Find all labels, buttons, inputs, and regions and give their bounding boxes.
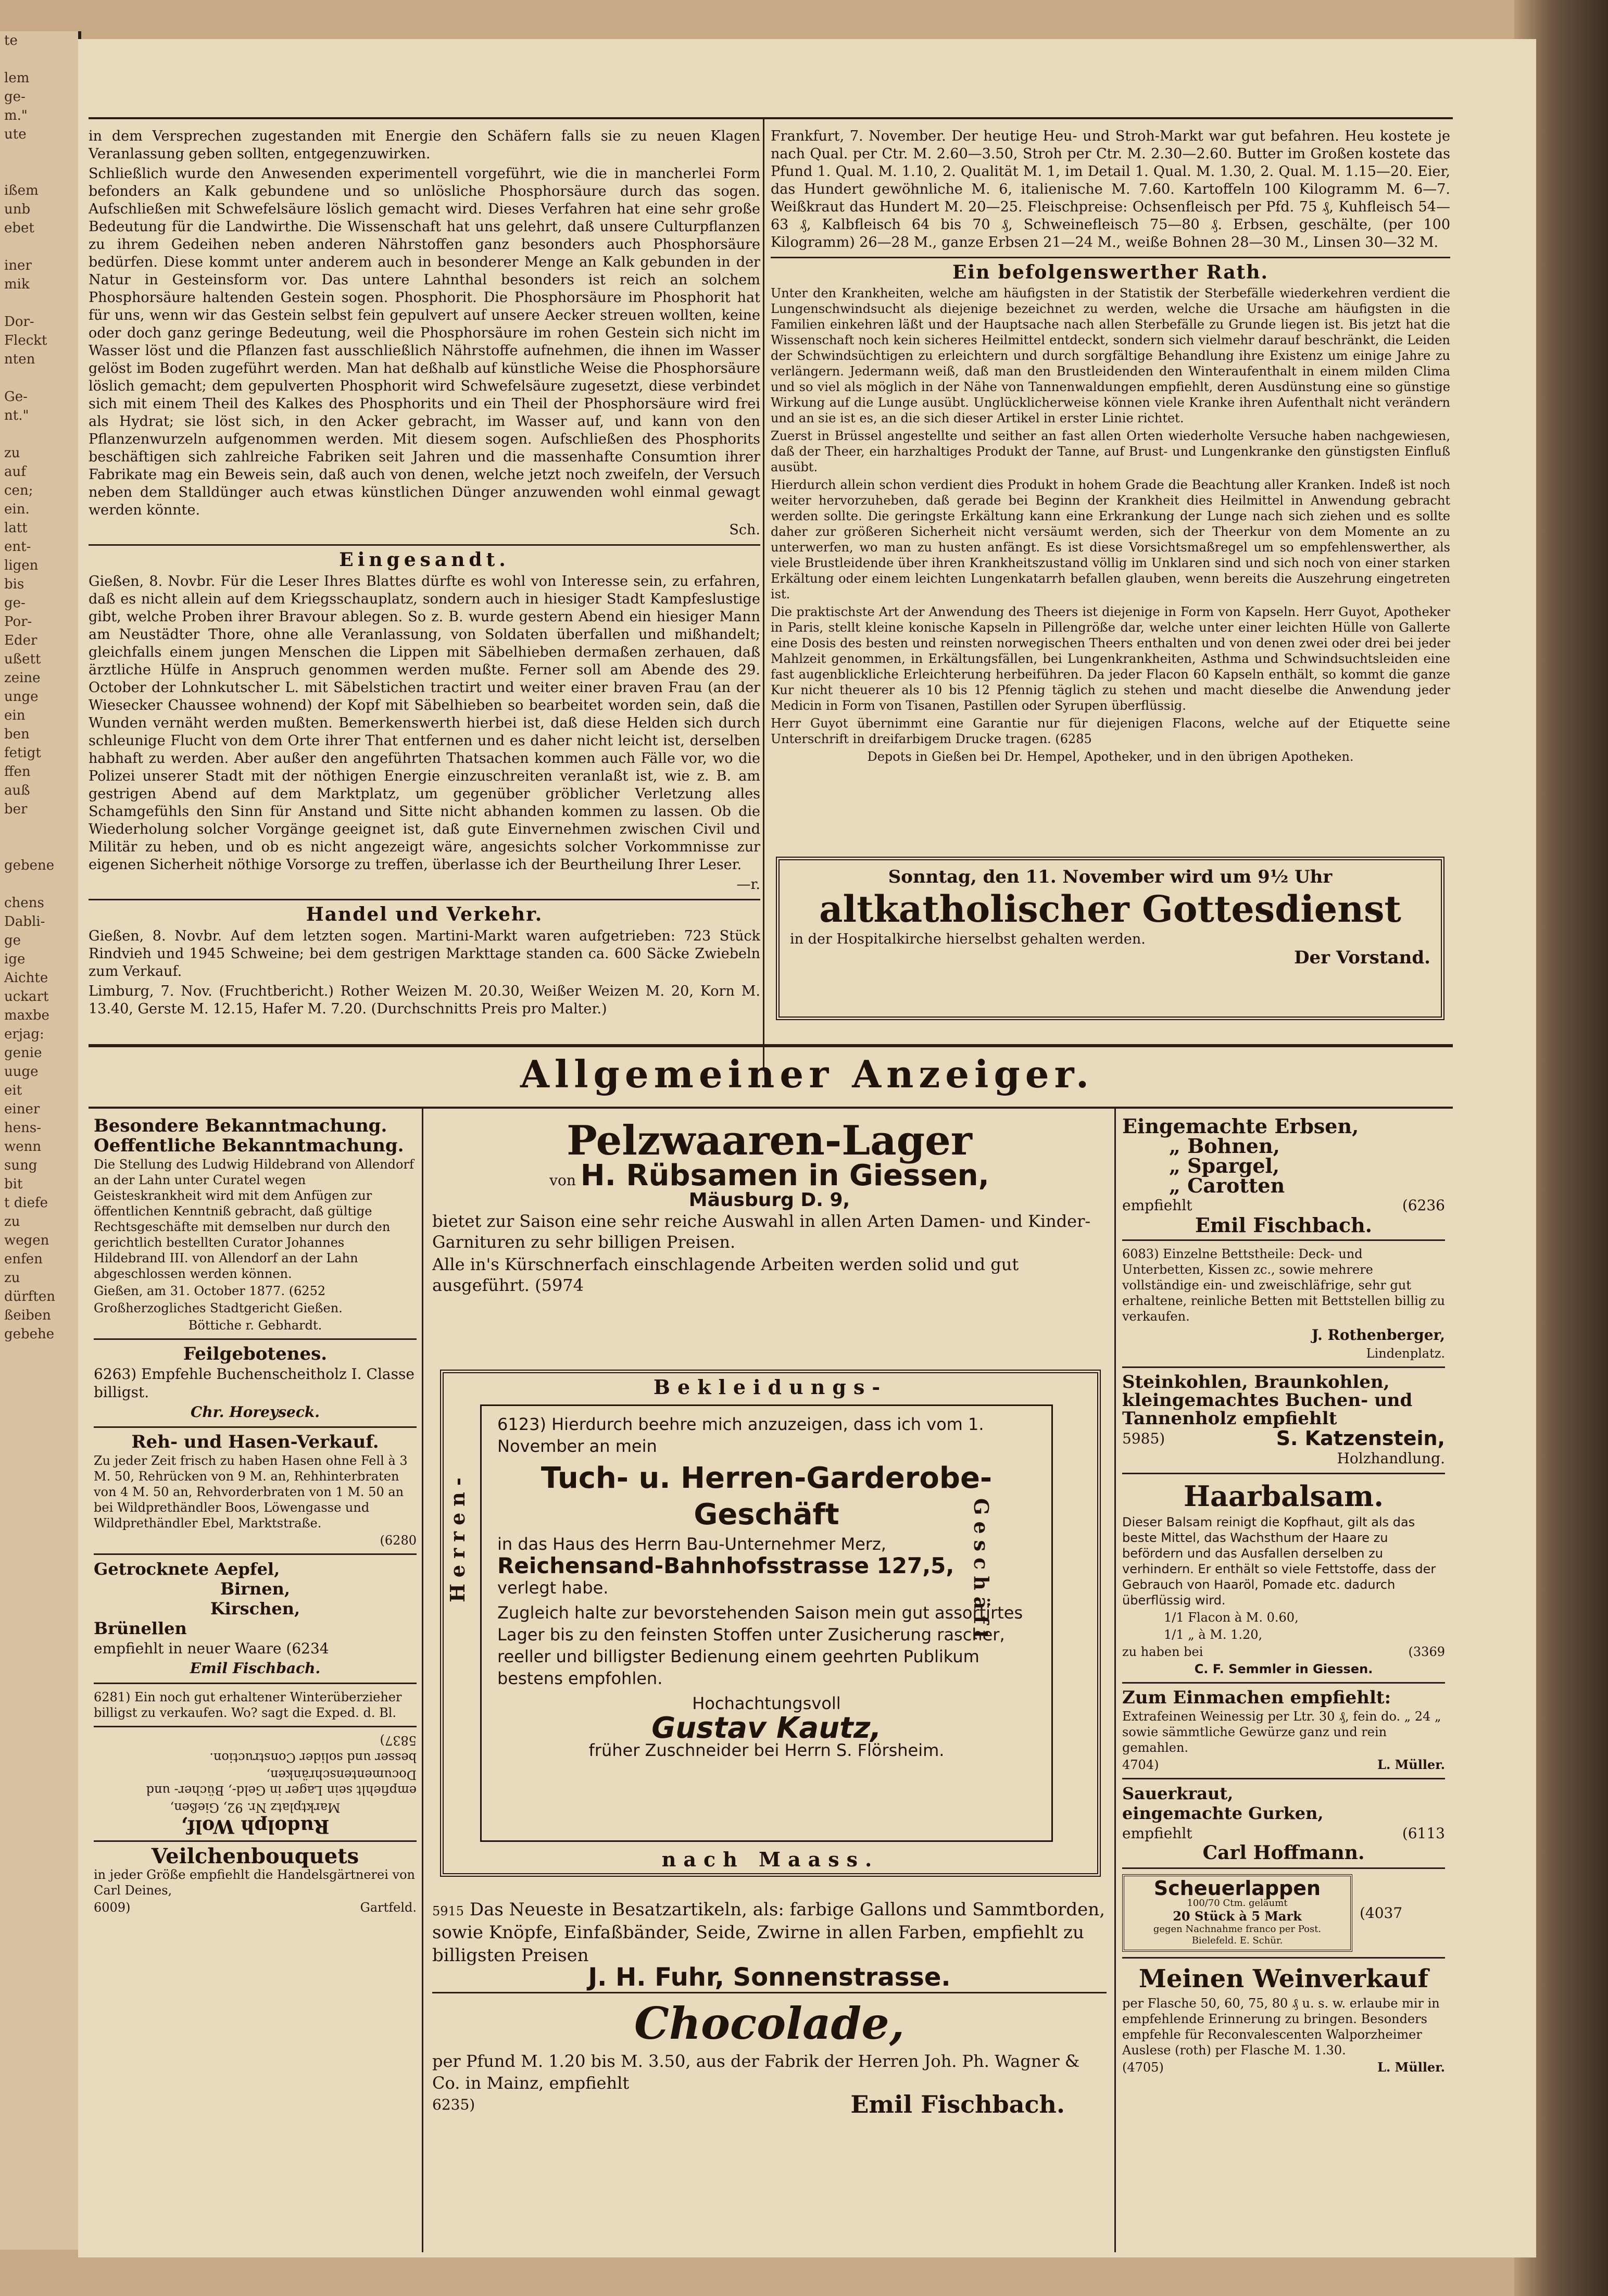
divider [1122, 1473, 1445, 1474]
gottesdienst-notice [776, 857, 1444, 1020]
article-eingesandt: Gießen, 8. Novbr. Für die Leser Ihres Blattes dürfte es wohl von Interesse sein, zu erfahren, daß es nicht allein auf dem Kriegsschauplatz, sondern auch in hiesiger Stadt Kampfeslustige gibt, welche Proben ihrer Bravour ablegen. So z. B. wurde gestern Abend ein hiesiger Mann am Neustädter Thore, ohne alle Veranlassung, von Soldaten überfallen und mißhandelt; gleichfalls einem jungen Menschen die Lippen mit Säbelhieben dermaßen zerhauen, daß ärztliche Hülfe in Anspruch genommen werden mußte. Ferner soll am Abende des 29. October der Lohnkutscher L. mit Säbelstichen tractirt und weiter einer braven Frau (an der Wiesecker Chaussee wohnend) der Kopf mit Säbelhieben so bearbeitet worden sein, daß die Wunden vernäht werden mußten. Bemerkenswerth hierbei ist, daß diese Helden sich durch schleunige Flucht von dem Orte ihrer That entfernen und es daher nicht leicht ist, derselben habhaft zu werden. Aber außer den angeführten Thatsachen kommen auch Fälle vor, wo die Polizei unserer Stadt mit der nöthigen Energie einzuschreiten veranlaßt ist, wie z. B. am gestrigen Abend auf dem Marktplatz, um gegenüber gröblicher Verletzung alles Schamgefühls den Sinn für Anstand und Sitte nicht abhanden kommen zu lassen. Ob die Wiederholung solcher Vorgänge geeignet ist, daß gute Einvernehmen zwischen Civil und Militär zu heben, und ob es nicht angezeigt wäre, angesichts solcher Vorkommnisse zur eigenen Sicherheit nöthige Vorsorge zu treffen, überlasse ich der Beurtheilung Ihrer Leser. [89, 573, 760, 873]
ad-price: 1/1 Flacon à M. 0.60, [1164, 1610, 1299, 1625]
strip-fragment: Dor- [4, 314, 34, 330]
ad-text: empfiehlt [1122, 1197, 1192, 1214]
ad-text: in jeder Größe empfiehlt die Handelsgärtnerei von Carl Deines, [94, 1867, 415, 1898]
ad-number: (6236 [1402, 1197, 1445, 1214]
divider [89, 899, 760, 900]
ad-signature: Emil Fischbach. [1195, 1213, 1373, 1237]
ad-title: Reh- und Hasen-Verkauf. [131, 1432, 379, 1452]
ad-item: „ Carotten [1169, 1174, 1285, 1197]
ad-number: (4037 [1360, 1904, 1403, 1922]
strip-fragment: sung [4, 1158, 37, 1173]
strip-fragment [0, 294, 78, 312]
column-divider [1114, 1107, 1116, 2252]
ad-text: bietet zur Saison eine sehr reiche Auswahl in allen Arten Damen- und Kinder-Garnituren zu sehr billigen Preisen. [432, 1211, 1091, 1252]
ad-title: Eingemachte Erbsen, [1122, 1114, 1359, 1138]
ad-title: Veilchenbouquets [151, 1844, 359, 1868]
divider [1122, 1239, 1445, 1241]
strip-fragment: bis [4, 576, 24, 592]
divider [94, 1553, 417, 1555]
strip-fragment: bit [4, 1176, 23, 1192]
anzeiger-title: Allgemeiner Anzeiger. [520, 1052, 1095, 1096]
ad-signature: J. H. Fuhr, Sonnenstrasse. [588, 1963, 951, 1992]
ad-text: besser und solider Construction. [209, 1750, 417, 1765]
strip-fragment: gebene [4, 858, 55, 873]
strip-fragment: auß [4, 783, 30, 798]
ad-address: Reichensand-Bahnhofsstrasse 127,5, [497, 1553, 954, 1578]
ad-signature: Carl Hoffmann. [1202, 1842, 1365, 1864]
strip-fragment: uuge [4, 1064, 39, 1080]
ad-signature: C. F. Semmler in Giessen. [1194, 1662, 1373, 1676]
fuhr-ad [432, 1898, 1107, 2118]
ads-left-column [94, 1117, 417, 1917]
ad-text: Zu jeder Zeit frisch zu haben Hasen ohne Fell à 3 M. 50, Rehrücken von 9 M. an, Rehhinterbraten von 4 M. 50 an, Rehvorderbraten von 1 M. 50 an bei Wildprethändler Boos, Löwengasse und Wildprethändler Ebel, Marktstraße. [94, 1453, 408, 1530]
ad-company: H. Rübsamen in Giessen, [580, 1159, 989, 1193]
section-rule [89, 1044, 1453, 1047]
column-divider [422, 1107, 423, 2252]
ad-frame-text: Bekleidungs- [653, 1375, 888, 1399]
bekleidung-ad [440, 1370, 1101, 1877]
divider [94, 1726, 417, 1727]
ad-signature: L. Müller. [1377, 2060, 1445, 2075]
strip-fragment: uckart [4, 989, 49, 1005]
notice-text: in der Hospitalkirche hierselbst gehalten werden. [790, 931, 1146, 947]
ad-number: (6234 [286, 1640, 329, 1657]
ad-text: Extrafeinen Weinessig per Ltr. 30 ₰, fein do. „ 24 „ sowie sämmtliche Gewürze ganz und rein gemahlen. [1122, 1709, 1441, 1755]
ad-text: verlegt habe. [497, 1578, 609, 1598]
strip-fragment: ebet [4, 220, 34, 236]
strip-fragment: ent- [4, 539, 31, 555]
ad-court: Großherzogliches Stadtgericht Gießen. [94, 1301, 343, 1315]
ad-frame-text: nach Maass. [661, 1848, 880, 1871]
section-title-handel: Handel und Verkehr. [306, 904, 543, 925]
ad-number: (3369 [1408, 1645, 1445, 1659]
ad-text: empfiehlt in neuer Waare [94, 1640, 282, 1657]
strip-fragment [0, 425, 78, 444]
ad-text: Zugleich halte zur bevorstehenden Saison mein gut assortirtes Lager bis zu den feinsten Stoffen unter Zusicherung rascher, reeller und billigster Bedienung einem geehrten Publikum bestens empfohlen. [497, 1603, 1023, 1688]
ad-text: Dieser Balsam reinigt die Kopfhaut, gilt als das beste Mittel, das Wachsthum der Haare zu befördern und das Ausfallen derselben zu verhindern. Er enthält so viele Fettstoffe, dass der Gebrauch von Haaröl, Pomade etc. dadurch überflüssig wird. [1122, 1515, 1436, 1608]
divider [1122, 1867, 1445, 1869]
article-limburg: Limburg, 7. Nov. (Fruchtbericht.) Rother Weizen M. 20.30, Weißer Weizen M. 20, Korn M. 13.40, Gerste M. 12.15, Hafer M. 7.20. (Durchschnitts Preis pro Malter.) [89, 983, 760, 1017]
ad-price: 1/1 „ à M. 1.20, [1164, 1627, 1263, 1642]
ad-item: Birnen, [220, 1579, 291, 1599]
strip-fragment: ge- [4, 89, 26, 105]
ad-title: Haarbalsam. [1183, 1479, 1384, 1513]
scheuerlappen-box [1122, 1874, 1352, 1952]
notice-title: altkatholischer Gottesdienst [819, 887, 1401, 931]
strip-fragment [0, 875, 78, 894]
strip-fragment: Fleckt [4, 333, 47, 348]
divider [771, 257, 1450, 258]
divider [94, 1338, 417, 1340]
ad-text: 6263) Empfehle Buchenscheitholz I. Classe billigst. [94, 1365, 414, 1401]
ad-number: 4704) [1122, 1758, 1159, 1772]
column-left [89, 128, 760, 1020]
strip-fragment [0, 162, 78, 181]
divider [432, 1992, 1107, 1993]
ad-number: (6285 [1055, 732, 1092, 746]
ad-signature: Gustav Kautz, [651, 1711, 882, 1745]
ad-date: Gießen, am 31. October 1877. [94, 1284, 285, 1298]
section-rule [89, 1107, 1453, 1109]
ad-place: Holzhandlung. [1337, 1450, 1445, 1467]
ad-title: Meinen Weinverkauf [1138, 1964, 1429, 1993]
strip-fragment: ein. [4, 501, 30, 517]
rath-paragraph: Unter den Krankheiten, welche am häufigsten in der Statistik der Sterbefälle wiederkehren verdient die Lungenschwindsucht als diejenige bezeichnet zu werden, welche die Ursache am häufigsten in die Familien einkehren läßt und der Hauptsache nach allen Sterbefälle zu Grunde liegen ist. Bis jetzt hat die Wissenschaft noch kein sicheres Heilmittel entdeckt, sondern sich vielmehr darauf beschränkt, die Leiden der Schwindsüchtigen zu erleichtern und durch sorgfältige Behandlung ihre Existenz um einige Jahre zu verlängern. Jedermann weiß, daß man den Brustleidenden den Winteraufenthalt in einem milden Clima und so viel als möglich in der Nähe von Tannenwaldungen empfiehlt, deren Ausdünstung eine so günstige Wirkung auf die Lunge ausübt. Unglücklicherweise können viele Kranke ihren Aufenthalt nicht verändern und an sie ist es, an die sich dieser Artikel in erster Linie richtet. [771, 286, 1450, 425]
strip-fragment: zu [4, 445, 20, 461]
ad-title: Sauerkraut, [1122, 1784, 1234, 1803]
ad-title: Tuch- u. Herren-Garderobe-Geschäft [541, 1461, 993, 1532]
strip-fragment: dürften [4, 1289, 56, 1304]
ad-signature: J. Rothenberger, [1312, 1326, 1445, 1344]
ad-names: Böttiche r. Gebhardt. [188, 1318, 322, 1333]
strip-fragment: ffen [4, 764, 31, 780]
strip-fragment [0, 369, 78, 387]
ad-price: 20 Stück à 5 Mark [1173, 1909, 1302, 1924]
strip-fragment: mik [4, 277, 30, 292]
divider [89, 544, 760, 546]
ad-frame-text: Geschäft [970, 1498, 993, 1646]
ad-text: Hochachtungsvoll [692, 1693, 841, 1713]
ad-number: (6113 [1402, 1825, 1445, 1842]
section-title-rath: Ein befolgenswerther Rath. [952, 261, 1269, 283]
ad-title: Zum Einmachen empfiehlt: [1122, 1687, 1391, 1708]
article-frankfurt: Frankfurt, 7. November. Der heutige Heu- und Stroh-Markt war gut befahren. Heu kostete je nach Qual. per Ctr. M. 2.60—3.50, Stroh per Ctr. M. 2.30—2.60. Butter im Großen kostete das Pfund 1. Qual. M. 1.10, 2. Qualität M. 1, im Detail 1. Qual. M. 1.30, 2. Qual. M. 1.15—20. Eier, das Hundert gewöhnliche M. 6, italienische M. 7.60. Kartoffeln 100 Kilogramm M. 6—7. Weißkraut das Hundert M. 20—25. Fleischpreise: Ochsenfleisch per Pfd. 75 ₰, Kuhfleisch 54—63 ₰, Kalbfleisch 64 bis 70 ₰, Schweinefleisch 75—80 ₰. Erbsen, geschälte, (per 100 Kilogramm) 26—28 M., ganze Erbsen 21—24 M., weiße Bohnen 28—30 M., Linsen 30—32 M. [771, 128, 1450, 250]
ad-text: per Flasche 50, 60, 75, 80 ₰ u. s. w. erlaube mir in empfehlende Erinnerung zu bringen. Besonders empfehle für Reconvalescenten Walporzheimer Auslese (roth) per Flasche M. 1.30. [1122, 1996, 1440, 2057]
divider [1122, 1366, 1445, 1368]
strip-fragment: Dabli- [4, 914, 45, 930]
strip-fragment: Eder [4, 633, 37, 648]
strip-fragment: m." [4, 108, 28, 123]
column-right [771, 128, 1450, 767]
ad-item: Brünellen [94, 1619, 187, 1638]
strip-fragment: erjag: [4, 1026, 44, 1042]
ad-address: in das Haus des Herrn Bau-Unternehmer Merz, [497, 1534, 886, 1554]
ad-place: Lindenplatz. [1366, 1346, 1445, 1361]
strip-fragment: ige [4, 951, 26, 967]
strip-fragment: Por- [4, 614, 32, 630]
strip-fragment: chens [4, 895, 44, 911]
strip-fragment: ßeiben [4, 1308, 51, 1323]
ad-text: Steinkohlen, Braunkohlen, kleingemachtes Buchen- und Tannenholz empfiehlt [1122, 1372, 1413, 1429]
strip-fragment: hens- [4, 1120, 42, 1136]
strip-fragment: Ge- [4, 389, 28, 405]
ad-item: Kirschen, [210, 1599, 300, 1619]
ad-number: 5915 [432, 1904, 464, 1918]
strip-fragment: nten [4, 352, 35, 367]
strip-fragment [0, 144, 78, 162]
ad-text: 6281) Ein noch gut erhaltener Winterüberzieher billigst zu verkaufen. Wo? sagt die Exped. d. Bl. [94, 1690, 402, 1720]
ad-text: 6083) Einzelne Bettstheile: Deck- und Unterbetten, Kissen zc., sowie mehrere vollständige ein- und zweischläfrige, sehr gut erhaltene, reinliche Betten mit Bettstellen billig zu verkaufen. [1122, 1247, 1445, 1324]
top-rule [89, 117, 1453, 119]
strip-fragment: gebehe [4, 1326, 55, 1342]
strip-fragment: latt [4, 520, 28, 536]
divider [94, 1683, 417, 1684]
rath-paragraph [771, 716, 1450, 747]
ad-text: Alle in's Kürschnerfach einschlagende Arbeiten werden solid und gut ausgeführt. [432, 1254, 1019, 1295]
ad-text: Bielefeld. E. Schür. [1191, 1935, 1283, 1946]
divider [1122, 1778, 1445, 1779]
notice-date: Sonntag, den 11. November wird um 9½ Uhr [888, 867, 1333, 887]
ad-signature: Chr. Horeyseck. [190, 1403, 320, 1421]
ad-number: 5985) [1122, 1430, 1165, 1447]
ad-signature: Emil Fischbach. [850, 2090, 1065, 2118]
strip-fragment: zeine [4, 670, 41, 686]
divider [94, 1426, 417, 1428]
ad-signature: Emil Fischbach. [190, 1660, 321, 1677]
ad-signature: L. Müller. [1377, 1757, 1445, 1772]
section-title-eingesandt: Eingesandt. [339, 549, 510, 571]
upside-down-ad [94, 1733, 417, 1835]
strip-fragment: lem [4, 70, 30, 86]
strip-fragment: ge [4, 933, 21, 948]
adjacent-page-strip [0, 31, 81, 2250]
strip-fragment: ber [4, 801, 28, 817]
ad-title: Getrocknete Aepfel, [94, 1559, 280, 1579]
ad-title: Feilgebotenes. [183, 1344, 328, 1364]
ad-text: empfiehlt sein Lager in Geld-, Bücher- und Documentenschränken, [146, 1767, 417, 1798]
divider [1122, 1957, 1445, 1959]
ad-text: Das Neueste in Besatzartikeln, als: farbige Gallons und Sammtborden, sowie Knöpfe, Einfaßbänder, Seide, Zwirne in allen Farben, empfiehlt zu billigsten Preisen [432, 1899, 1106, 1966]
article-intro: in dem Versprechen zugestanden mit Energie den Schäfern falls sie zu neuen Klagen Veranlassung geben sollten, entgegenzuwirken. [89, 128, 760, 162]
ad-frame-text: Herren- [446, 1471, 469, 1602]
ad-text: gegen Nachnahme franco per Post. [1153, 1924, 1322, 1935]
ads-right-column [1122, 1114, 1445, 2077]
ad-text: zu haben bei [1122, 1645, 1203, 1659]
divider [94, 1840, 417, 1842]
ad-text: per Pfund M. 1.20 bis M. 3.50, aus der Fabrik der Herren Joh. Ph. Wagner & Co. in Mainz, empfiehlt [432, 2051, 1080, 2093]
ad-title: eingemachte Gurken, [1122, 1803, 1324, 1823]
ad-address: Mäusburg D. 9, [688, 1189, 850, 1211]
ad-number: 6009) [94, 1900, 131, 1915]
strip-fragment: genie [4, 1045, 42, 1061]
ad-number: (6280 [380, 1533, 417, 1548]
ad-number: (5974 [535, 1275, 584, 1295]
ad-title: Scheuerlappen [1153, 1877, 1321, 1900]
article-phosphorit: Schließlich wurde den Anwesenden experimentell vorgeführt, wie die in mancherlei Form befonders an Kalk gebundene und so unlösliche Phosphorsäure durch das sogen. Aufschließen mit Schwefelsäure löslich gemacht wird. Dieses Verfahren hat eine sehr große Bedeutung für die Landwirthe. Die Wissenschaft hat uns gelehrt, daß unsere Culturpflanzen zu ihrem Gedeihen neben anderen Nährstoffen ganz besonders auch Phosphorsäure bedürfen. Diese kommt unter anderem auch in besonderer Menge an Kalk gebunden in der Natur in Gesteinsform vor. Das untere Lahnthal besonders ist reich an solchem Phosphorsäure haltenden Gestein sogen. Phosphorit. Die Phosphorsäure im Phosphorit hat für uns, wenn wir das Gestein selbst fein gepulvert auf unsere Aecker streuen wollten, keine oder doch ganz geringe Bedeutung, weil die Phosphorsäure im rohen Gestein sich nicht im Wasser löst und die Pflanzen fast ausschließlich Nährstoffe aufnehmen, die ihnen im Wasser gelöst im Boden zugeführt werden. Man hat deßhalb auf künstliche Weise die Phosphorsäure löslich gemacht; dem gepulverten Phosphorit wird Schwefelsäure zugesetzt, diese verbindet sich mit einem Theil des Kalkes des Phosphorits und ein Theil der Phosphorsäure wird frei als Hydrat; sie löst sich, in den Acker gebracht, im Wasser auf, und kann von den Pflanzenwurzeln aufgenommen werden. Mit diesem sogen. Aufschließen des Phosphorits beschäftigen sich zahlreiche Fabriken seit Jahren und die massenhafte Consumtion ihrer Fabrikate mag ein Beweis sein, daß auch von denen, welche jetzt noch zweifeln, der Versuch neben dem Stalldünger auch etwas künstlichen Dünger anzuwenden wohl einmal gewagt werden könnte. [89, 166, 760, 518]
strip-fragment: Aichte [4, 970, 48, 986]
rath-paragraph: Hierdurch allein schon verdient dies Produkt in hohem Grade die Beachtung aller Kranken. Indeß ist noch weiter hervorzuheben, daß gerade bei Beginn der Krankheit dies Heilmittel in Anwendung gebracht werden sollte. Die geringste Erkältung kann eine Erkrankung der Lunge nach sich ziehen und es sollte daher zur größeren Sicherheit nicht versäumt werden, sich der Theerkur von dem Momente an zu unterwerfen, wo man zu husten anfängt. Es ist diese Vorsichtsmaßregel um so empfehlenswerther, als viele Brustleidende über ihren Krankheitszustand völlig im Unklaren sind und sich noch von einer starken Erkältung oder einem leichten Lungenkatarrh befallen glauben, wenn bereits die Auszehrung eingetreten ist. [771, 478, 1450, 601]
strip-fragment: unb [4, 202, 31, 217]
strip-fragment [0, 819, 78, 837]
ad-number: (6252 [288, 1284, 326, 1298]
ad-title: Chocolade, [634, 1998, 904, 2049]
ad-title: Rudolph Wolf, [181, 1815, 330, 1837]
ad-text: 100/70 Ctm. geläumt [1187, 1898, 1288, 1909]
strip-fragment: zu [4, 1270, 20, 1286]
ad-place: Gartfeld. [360, 1900, 417, 1915]
strip-fragment: wenn [4, 1139, 42, 1155]
strip-fragment: ge- [4, 595, 26, 611]
ad-title: Oeffentliche Bekanntmachung. [94, 1135, 404, 1156]
strip-fragment: ben [4, 726, 30, 742]
divider [1122, 1682, 1445, 1684]
newspaper-page [78, 39, 1536, 2257]
strip-fragment: ute [4, 127, 27, 142]
article-signature: —r. [736, 876, 760, 893]
ad-signature: S. Katzenstein, [1276, 1427, 1445, 1450]
strip-fragment: einer [4, 1101, 40, 1117]
rath-guarantee: Herr Guyot übernimmt eine Garantie nur für diejenigen Flacons, welche auf der Etiquette seine Unterschrift in dreifarbigem Drucke tragen. [771, 716, 1450, 746]
ad-title: Besondere Bekanntmachung. [94, 1115, 387, 1136]
ad-text: empfiehlt [1122, 1825, 1192, 1842]
strip-fragment: enfen [4, 1251, 43, 1267]
strip-fragment: t diefe [4, 1195, 48, 1211]
strip-fragment: eit [4, 1083, 22, 1098]
column-divider [763, 117, 764, 1070]
notice-signature: Der Vorstand. [1294, 947, 1430, 968]
strip-fragment: iner [4, 258, 32, 273]
ads-center-column [432, 1117, 1107, 1297]
ad-text: von [549, 1172, 576, 1189]
ad-item: „ Bohnen, [1169, 1134, 1280, 1158]
ad-text: Marktplatz Nr. 92, Gießen, [170, 1800, 341, 1815]
strip-fragment: cen; [4, 483, 33, 498]
strip-fragment: maxbe [4, 1008, 49, 1023]
ad-text: 6123) Hierdurch beehre mich anzuzeigen, dass ich vom 1. November an mein [497, 1414, 984, 1456]
article-signature: Sch. [729, 522, 760, 538]
strip-fragment [0, 837, 78, 856]
strip-fragment [0, 50, 78, 69]
article-giessen-market: Gießen, 8. Novbr. Auf dem letzten sogen. Martini-Markt waren aufgetrieben: 723 Stück Rindvieh und 1945 Schweine; bei dem gestrigen Markttage standen ca. 600 Säcke Zwiebeln zum Verkauf. [89, 928, 760, 980]
strip-fragment: wegen [4, 1233, 49, 1248]
rath-paragraph: Die praktischste Art der Anwendung des Theers ist diejenige in Form von Kapseln. Herr Guyot, Apotheker in Paris, stellt kleine konische Kapseln in Pillengröße dar, welche unter einer leichten Hülle von Gallerte eine Dosis des besten und reinsten norwegischen Theers enthalten und von denen zwei oder drei bei jeder Mahlzeit genommen, in Erkältungsfällen, bei Lungenkrankheiten, Asthma und Schwindsuchtsleiden eine fast augenblickliche Erleichterung herbeiführen. Da jeder Flacon 60 Kapseln enthält, so kommt die ganze Kur nicht theuerer als 10 bis 12 Pfennig täglich zu stehen und macht dieselbe die Anwendung jeder Medicin in Form von Tisanen, Pastillen oder Syrupen überflüssig. [771, 605, 1450, 713]
ad-number: 5837) [380, 1733, 417, 1748]
ad-text: Die Stellung des Ludwig Hildebrand von Allendorf an der Lahn unter Curatel wegen Geisteskrankheit wird mit dem Anfügen zur öffentlichen Kenntniß gebracht, daß gültige Rechtsgeschäfte mit demselben nur durch den gerichtlich bestellten Curator Johannes Hildebrand III. von Allendorf an der Lahn abgeschlossen werden können. [94, 1157, 414, 1281]
rath-depots: Depots in Gießen bei Dr. Hempel, Apotheker, und in den übrigen Apotheken. [867, 749, 1354, 764]
strip-fragment: auf [4, 464, 26, 480]
strip-fragment: ißem [4, 183, 39, 198]
strip-fragment: ligen [4, 558, 39, 573]
strip-fragment: te [4, 33, 18, 48]
ad-item: „ Spargel, [1169, 1154, 1280, 1177]
rath-paragraph: Zuerst in Brüssel angestellte und seither an fast allen Orten wiederholte Versuche haben nachgewiesen, daß der Theer, ein harzhaltiges Produkt der Tanne, auf Brust- und Lungenkranke den günstigsten Einfluß ausübt. [771, 429, 1450, 474]
ad-number: 6235) [432, 2096, 475, 2113]
strip-fragment: nt." [4, 408, 29, 423]
strip-fragment: fetigt [4, 745, 41, 761]
strip-fragment: ein [4, 708, 26, 723]
ad-text: früher Zuschneider bei Herrn S. Flörsheim. [588, 1740, 945, 1760]
ad-number: (4705) [1122, 2060, 1164, 2075]
strip-fragment: unge [4, 689, 39, 705]
strip-fragment: ußett [4, 651, 41, 667]
strip-fragment [0, 237, 78, 256]
ad-title: Pelzwaaren-Lager [567, 1117, 972, 1164]
strip-fragment: zu [4, 1214, 20, 1229]
